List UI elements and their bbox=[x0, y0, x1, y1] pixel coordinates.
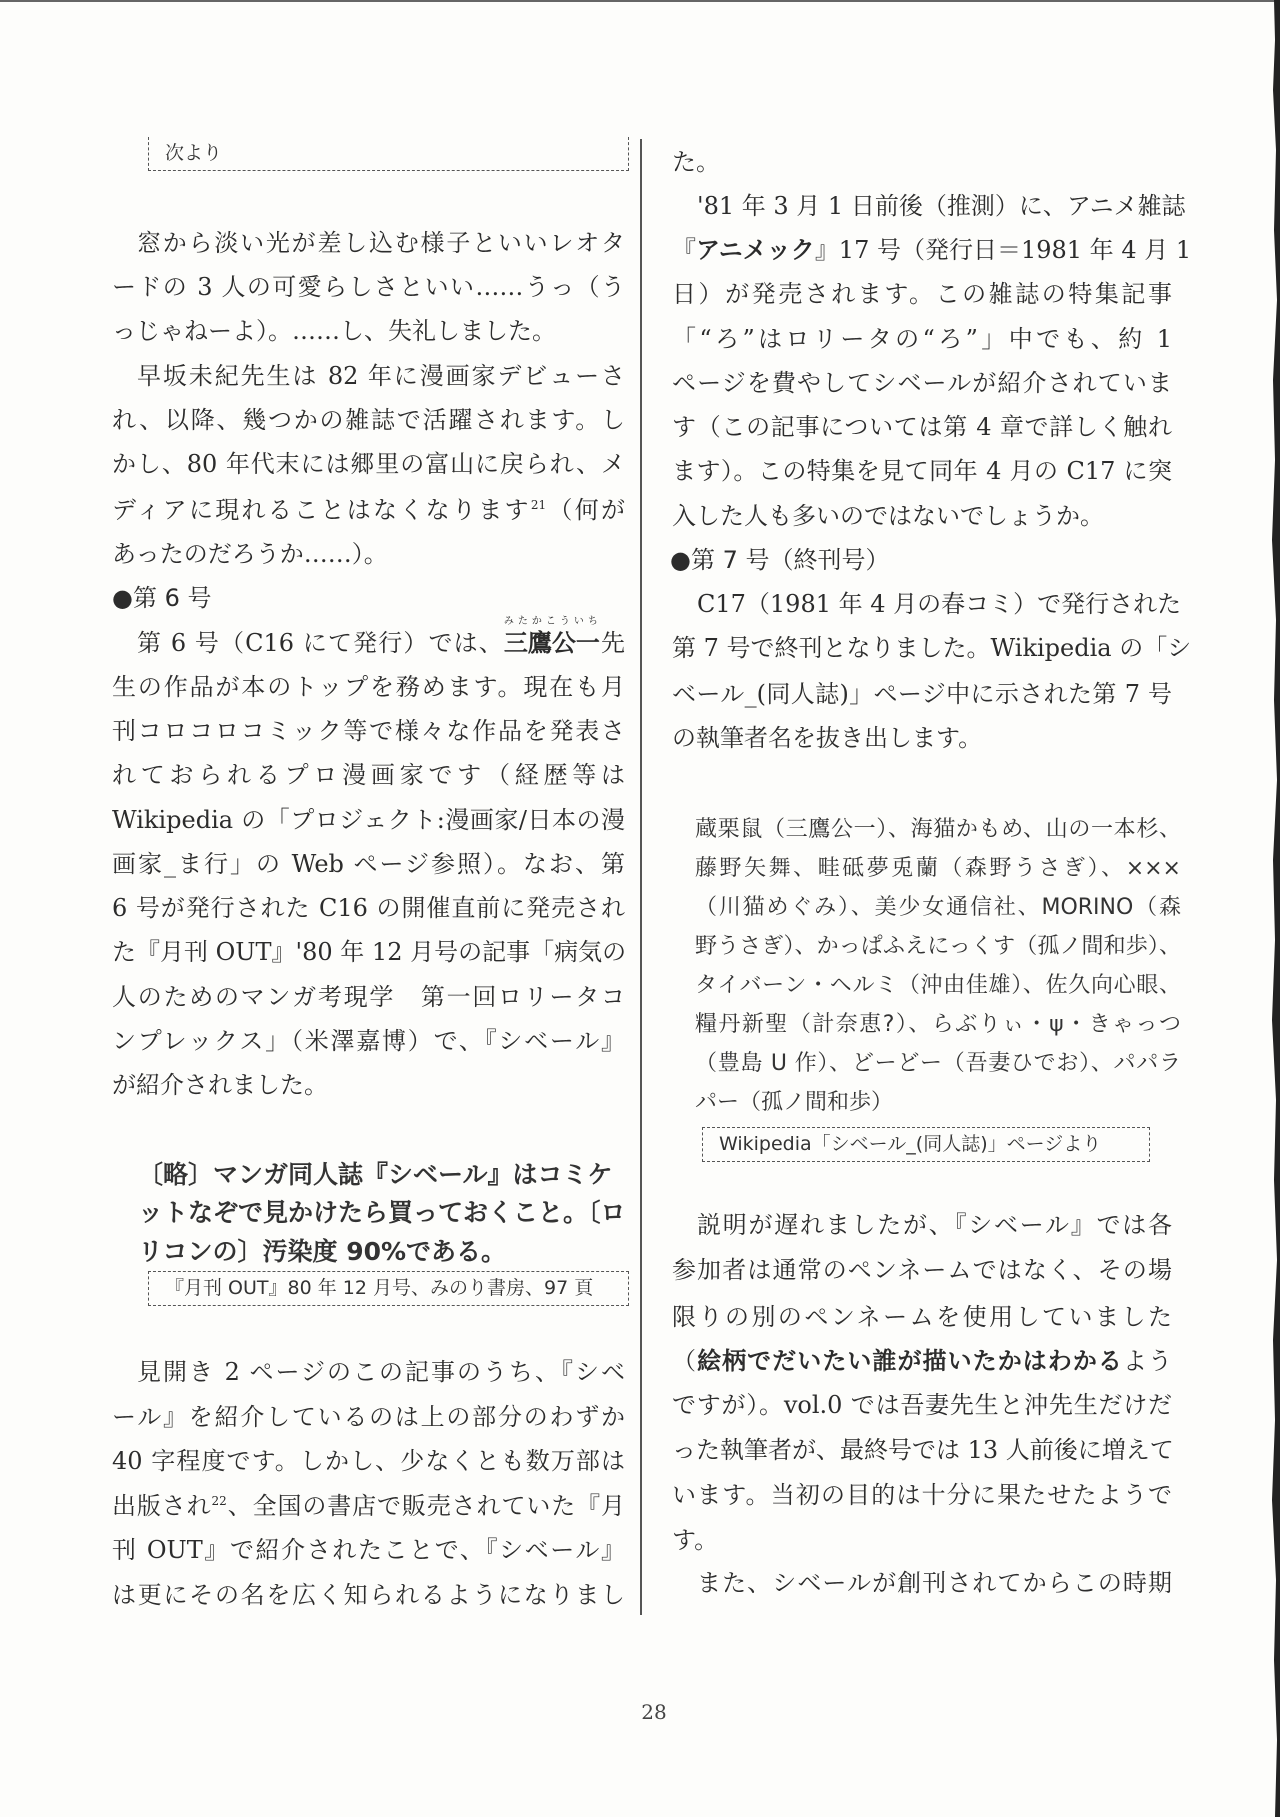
text-run: れておられるプロ漫画家です（経歴等は bbox=[112, 761, 625, 789]
text-run: '81 年 3 月 1 日前後（推測）に、アニメ雑誌 bbox=[697, 192, 1186, 220]
text-line bbox=[112, 265, 625, 309]
text-line bbox=[137, 616, 626, 665]
text-run: 見開き 2 ページのこの記事のうち、『シベ bbox=[137, 1358, 625, 1386]
text-line bbox=[112, 798, 625, 842]
text-run: った執筆者が、最終号では 13 人前後に増えて bbox=[672, 1436, 1174, 1464]
text-run: ディアに現れることはなくなります bbox=[112, 496, 531, 524]
text-run: また、シベールが創刊されてからこの時期 bbox=[697, 1569, 1172, 1597]
text-run: れ、以降、幾つかの雑誌で活躍されます。し bbox=[112, 406, 625, 434]
contributor-list-line bbox=[695, 1003, 1181, 1047]
text-run: （豊島 U 作）、どーどー（吾妻ひでお）、パパラ bbox=[695, 1051, 1181, 1076]
section-heading-issue-6: ●第 6 号 bbox=[112, 584, 212, 612]
text-run: 早坂未紀先生は 82 年に漫画家デビューさ bbox=[137, 362, 625, 390]
footnote-ref: 22 bbox=[211, 1494, 227, 1508]
text-line bbox=[112, 753, 625, 797]
text-line bbox=[112, 665, 625, 709]
text-line bbox=[112, 488, 625, 532]
text-run: の執筆者名を抜き出します。 bbox=[672, 724, 983, 752]
text-run: 』17 号（発行日＝1981 年 4 月 1 bbox=[814, 236, 1192, 264]
text-run: 日）が発売されます。この雑誌の特集記事 bbox=[672, 280, 1172, 308]
text-line bbox=[112, 1573, 625, 1617]
text-line bbox=[672, 716, 1172, 760]
text-run: 〔略〕マンガ同人誌『シベール』はコミケ bbox=[138, 1160, 613, 1189]
text-run: （何が bbox=[546, 496, 625, 524]
quoted-excerpt-line bbox=[138, 1230, 600, 1274]
text-line bbox=[112, 1019, 625, 1063]
text-line bbox=[112, 975, 625, 1019]
quoted-excerpt-line bbox=[138, 1191, 626, 1235]
text-line bbox=[672, 228, 1192, 272]
bold-text: アニメック bbox=[696, 236, 815, 264]
text-line bbox=[697, 582, 1182, 626]
text-run: ンプレックス」（米澤嘉博）で、『シベール』 bbox=[112, 1027, 625, 1055]
text-run: （川猫めぐみ）、美少女通信社、MORINO（森 bbox=[695, 895, 1181, 920]
text-run: Wikipedia の「プロジェクト:漫画家/日本の漫 bbox=[112, 806, 625, 834]
text-run: 限りの別のペンネームを使用していました bbox=[672, 1303, 1172, 1331]
contributor-list-line bbox=[695, 847, 1181, 891]
text-run: 出版され bbox=[112, 1492, 212, 1520]
footnote-ref: 21 bbox=[530, 498, 547, 512]
citation-text: 次より bbox=[165, 142, 223, 164]
text-run: 『 bbox=[672, 236, 696, 264]
text-line bbox=[672, 140, 1172, 184]
text-run: かし、80 年代末には郷里の富山に戻られ、メ bbox=[112, 450, 625, 478]
text-run: 参加者は通常のペンネームではなく、その場 bbox=[672, 1256, 1172, 1284]
text-line bbox=[672, 626, 1192, 670]
text-run: 人のためのマンガ考現学 第一回ロリータコ bbox=[112, 983, 625, 1011]
text-line bbox=[672, 1383, 1172, 1427]
source-citation-wikipedia bbox=[702, 1127, 1150, 1162]
contributor-list-line bbox=[695, 925, 1181, 969]
text-run: 刊コロコロコミック等で様々な作品を発表さ bbox=[112, 717, 625, 745]
text-line bbox=[112, 309, 625, 353]
scan-edge bbox=[1266, 0, 1280, 1817]
text-line bbox=[112, 842, 625, 886]
source-citation-out bbox=[148, 1271, 629, 1306]
text-line bbox=[112, 442, 625, 486]
text-line bbox=[112, 1395, 625, 1439]
text-run: 蔵栗鼠（三鷹公一）、海猫かもめ、山の一本杉、 bbox=[695, 817, 1181, 842]
text-line bbox=[697, 1561, 1172, 1605]
column-divider bbox=[640, 139, 642, 1615]
text-run: 第 7 号で終刊となりました。Wikipedia の「シ bbox=[672, 634, 1192, 662]
text-run: 第 6 号（C16 にて発行）では、 bbox=[137, 629, 504, 657]
page-number: 28 bbox=[641, 1700, 667, 1724]
section-heading-issue-7: ●第 7 号（終刊号） bbox=[670, 546, 890, 574]
text-run: ます）。この特集を見て同年 4 月の C17 に突 bbox=[672, 457, 1172, 485]
page-top-edge bbox=[0, 0, 1280, 2]
text-run: 「“ろ”はロリータの“ろ”」中でも、約 1 bbox=[672, 325, 1172, 353]
text-run: が紹介されました。 bbox=[112, 1071, 328, 1099]
text-line bbox=[697, 184, 1186, 228]
text-line bbox=[672, 1428, 1172, 1472]
text-line bbox=[672, 1518, 1172, 1562]
text-run: は更にその名を広く知られるようになりまし bbox=[112, 1581, 625, 1609]
text-line bbox=[137, 1350, 625, 1394]
text-line bbox=[672, 272, 1172, 316]
text-run: 説明が遅れましたが、『シベール』では各 bbox=[697, 1211, 1172, 1239]
text-line bbox=[112, 709, 625, 753]
ruby-base: 三鷹公一 bbox=[503, 629, 600, 657]
contributor-list-line bbox=[695, 1042, 1181, 1086]
text-run: た『月刊 OUT』'80 年 12 月号の記事「病気の bbox=[112, 938, 627, 966]
citation-text: Wikipedia「シベール_(同人誌)」ページより bbox=[719, 1133, 1102, 1155]
text-line bbox=[672, 672, 1172, 716]
text-run: パー（孤ノ間和歩） bbox=[695, 1090, 894, 1115]
text-line bbox=[112, 1484, 625, 1528]
text-line bbox=[672, 1248, 1172, 1292]
text-run: す。 bbox=[672, 1526, 719, 1554]
text-run: ですが）。vol.0 では吾妻先生と沖先生だけだ bbox=[672, 1391, 1172, 1419]
text-run: 生の作品が本のトップを務めます。現在も月 bbox=[112, 673, 625, 701]
text-run: ール』を紹介しているのは上の部分のわずか bbox=[112, 1403, 625, 1431]
text-run: タイバーン・ヘルミ（沖由佳雄）、佐久向心眼、 bbox=[695, 973, 1181, 998]
text-run: 糧丹新聖（計奈恵?）、らぶりぃ・ψ・きゃっつ bbox=[695, 1012, 1181, 1037]
text-line bbox=[112, 1063, 625, 1107]
contributor-list-line bbox=[695, 1081, 1181, 1125]
text-line bbox=[112, 1528, 625, 1572]
contributor-list-line bbox=[695, 964, 1181, 1008]
text-run: 画家_ま行」の Web ページ参照）。なお、第 bbox=[112, 850, 625, 878]
text-line bbox=[112, 1439, 625, 1483]
text-run: た。 bbox=[672, 148, 720, 176]
text-line bbox=[672, 1473, 1172, 1517]
text-run: 藤野矢舞、畦砥夢兎蘭（森野うさぎ）、××× bbox=[695, 856, 1181, 881]
text-run: ページを費やしてシベールが紹介されていま bbox=[672, 369, 1172, 397]
bold-text: 絵柄でだいたい誰が描いたかはわかる bbox=[697, 1347, 1123, 1375]
text-line bbox=[672, 1295, 1172, 1339]
ruby-reading: みたかこういち bbox=[503, 616, 600, 627]
text-run: 刊 OUT』で紹介されたことで、『シベール』 bbox=[112, 1536, 625, 1564]
text-line bbox=[672, 1339, 1172, 1383]
text-run: よう bbox=[1122, 1347, 1173, 1375]
text-run: 40 字程度です。しかし、少なくとも数万部は bbox=[112, 1447, 625, 1475]
text-run: 入した人も多いのではないでしょうか。 bbox=[672, 502, 1104, 530]
text-line bbox=[672, 405, 1172, 449]
text-run: ードの 3 人の可愛らしさといい……うっ（う bbox=[112, 273, 625, 301]
text-run: 6 号が発行された C16 の開催直前に発売され bbox=[112, 894, 625, 922]
text-run: 、全国の書店で販売されていた『月 bbox=[226, 1492, 626, 1520]
ruby-name bbox=[503, 616, 600, 665]
text-run: います。当初の目的は十分に果たせたようで bbox=[672, 1481, 1172, 1509]
text-run: っじゃねーよ）。……し、失礼しました。 bbox=[112, 317, 556, 345]
text-line bbox=[112, 532, 625, 576]
text-run: ットなぞで見かけたら買っておくこと。〔ロ bbox=[138, 1198, 626, 1227]
text-line bbox=[112, 930, 625, 974]
text-run: 野うさぎ）、かっぱふえにっくす（孤ノ間和歩）、 bbox=[695, 934, 1181, 959]
contributor-list-line bbox=[695, 808, 1181, 852]
text-run: 先 bbox=[599, 629, 626, 657]
text-run: （ bbox=[672, 1347, 698, 1375]
text-run: ベール_(同人誌)」ページ中に示された第 7 号 bbox=[672, 680, 1172, 708]
text-line bbox=[672, 449, 1172, 493]
text-line bbox=[672, 317, 1172, 361]
text-run: 窓から淡い光が差し込む様子といいレオタ bbox=[137, 229, 625, 257]
text-run: あったのだろうか……）。 bbox=[112, 540, 388, 568]
text-run: C17（1981 年 4 月の春コミ）で発行された bbox=[697, 590, 1182, 618]
source-citation-top bbox=[148, 137, 629, 171]
text-line bbox=[697, 1203, 1172, 1247]
citation-text: 『月刊 OUT』80 年 12 月号、みのり書房、97 頁 bbox=[165, 1277, 594, 1299]
contributor-list-line bbox=[695, 886, 1181, 930]
text-line bbox=[112, 398, 625, 442]
text-line bbox=[137, 221, 625, 265]
text-run: リコンの〕汚染度 90%である。 bbox=[138, 1237, 507, 1266]
text-line bbox=[137, 354, 625, 398]
text-line bbox=[672, 494, 1172, 538]
text-run: す（この記事については第 4 章で詳しく触れ bbox=[672, 413, 1172, 441]
text-line bbox=[672, 361, 1172, 405]
text-line bbox=[112, 886, 625, 930]
